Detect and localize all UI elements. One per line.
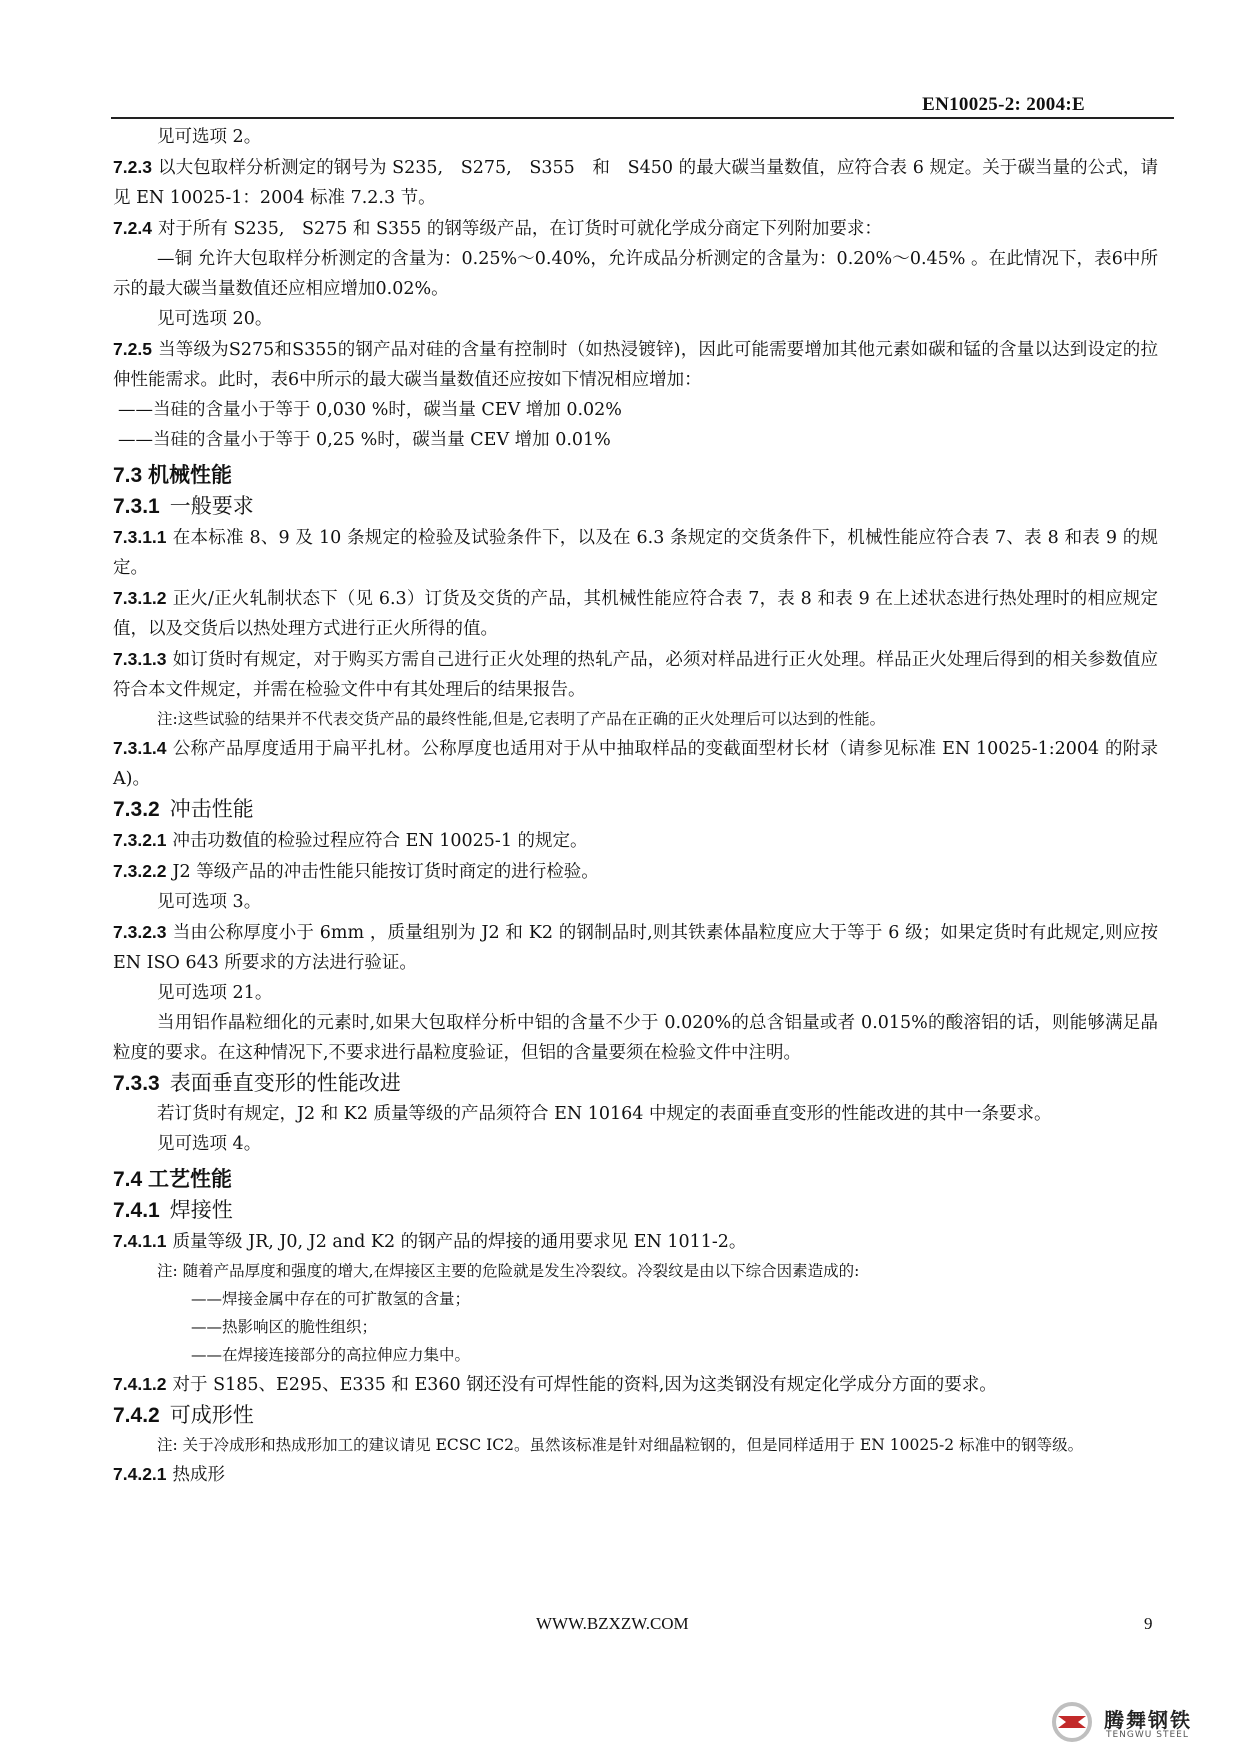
- clause-text: 质量等级 JR, J0, J2 and K2 的钢产品的焊接的通用要求见 EN 1011-2。: [172, 1232, 747, 1252]
- clause-number: 7.3.2.3: [113, 922, 167, 942]
- clause-7-3-2-1: [113, 825, 1158, 856]
- note-item: ——热影响区的脆性组织；: [191, 1318, 378, 1336]
- subsection-heading-7-4-1: 7.4.1 焊接性: [113, 1198, 233, 1222]
- clause-number: 7.3.1.4: [113, 738, 167, 758]
- clause-number: 7.4.2.1: [113, 1464, 167, 1484]
- option-ref: 见可选项 20。: [157, 309, 273, 329]
- brand-name-en: TENGWU STEEL: [1106, 1730, 1189, 1740]
- section-heading-7-4: 7.4 工艺性能: [113, 1168, 233, 1191]
- clause-7-2-4: [113, 213, 1158, 244]
- copper-requirement: —铜 允许大包取样分析测定的含量为：0.25%～0.40%，允许成品分析测定的含量为：0.20%～0.45% 。在此情况下，表6中所示的最大碳当量数值还应相应增加0.02%。: [113, 249, 1158, 299]
- clause-number: 7.3.2.1: [113, 830, 167, 850]
- clause-7-2-3: [113, 152, 1158, 213]
- page-number: 9: [1144, 1614, 1153, 1633]
- clause-7-2-5: [113, 334, 1158, 395]
- paragraph: 当用铝作晶粒细化的元素时,如果大包取样分析中铝的含量不少于 0.020%的总含铝量或者 0.015%的酸溶铝的话，则能够满足晶粒度的要求。在这种情况下,不要求进行晶粒度验证，但铝的含量要须在检验文件中注明。: [113, 1013, 1158, 1063]
- note: 注:这些试验的结果并不代表交货产品的最终性能,但是,它表明了产品在正确的正火处理后可以达到的性能。: [157, 710, 886, 728]
- clause-7-4-2-1: [113, 1459, 1158, 1490]
- clause-text: 以大包取样分析测定的钢号为 S235, S275, S355 和 S450 的最大碳当量数值，应符合表 6 规定。关于碳当量的公式，请见 EN 10025-1：2004 标准 7.2.3 节。: [113, 158, 1158, 208]
- clause-number: 7.2.3: [113, 157, 152, 177]
- clause-number: 7.4.1.1: [113, 1231, 167, 1251]
- clause-7-3-2-3: [113, 917, 1158, 978]
- clause-number: 7.3.2.2: [113, 861, 167, 881]
- page-content: [113, 122, 1158, 1490]
- clause-text: 公称产品厚度适用于扁平扎材。公称厚度也适用对于从中抽取样品的变截面型材长材（请参见标准 EN 10025-1:2004 的附录 A)。: [113, 739, 1158, 789]
- clause-text: 如订货时有规定，对于购买方需自己进行正火处理的热轧产品，必须对样品进行正火处理。样品正火处理后得到的相关参数值应符合本文件规定，并需在检验文件中有其处理后的结果报告。: [113, 650, 1158, 700]
- note: 注: 随着产品厚度和强度的增大,在焊接区主要的危险就是发生冷裂纹。冷裂纹是由以下综合因素造成的:: [157, 1262, 860, 1280]
- clause-7-3-1-2: [113, 583, 1158, 644]
- clause-number: 7.2.5: [113, 339, 152, 359]
- subsection-heading-7-3-3: 7.3.3 表面垂直变形的性能改进: [113, 1071, 401, 1095]
- clause-number: 7.2.4: [113, 218, 152, 238]
- header-rule: [111, 117, 1174, 119]
- option-ref: 见可选项 21。: [157, 983, 273, 1003]
- clause-text: 对于所有 S235, S275 和 S355 的钢等级产品，在订货时可就化学成分商定下列附加要求：: [157, 219, 882, 239]
- document-code: EN10025-2: 2004:E: [922, 94, 1085, 115]
- clause-text: 冲击功数值的检验过程应符合 EN 10025-1 的规定。: [172, 831, 588, 851]
- footer-url: WWW.BZXZW.COM: [536, 1614, 689, 1633]
- clause-number: 7.3.1.3: [113, 649, 167, 669]
- clause-text: 当等级为S275和S355的钢产品对硅的含量有控制时（如热浸镀锌)，因此可能需要增加其他元素如碳和锰的含量以达到设定的拉伸性能需求。此时，表6中所示的最大碳当量数值还应按如下情况相应增加：: [113, 340, 1158, 390]
- brand-mark-icon: [1048, 1700, 1098, 1744]
- paragraph: 若订货时有规定，J2 和 K2 质量等级的产品须符合 EN 10164 中规定的表面垂直变形的性能改进的其中一条要求。: [157, 1104, 1052, 1124]
- clause-7-4-1-1: [113, 1226, 1158, 1257]
- clause-number: 7.3.1.2: [113, 588, 167, 608]
- subsection-heading-7-4-2: 7.4.2 可成形性: [113, 1403, 254, 1427]
- note: 注: 关于冷成形和热成形加工的建议请见 ECSC IC2。虽然该标准是针对细晶粒钢的，但是同样适用于 EN 10025-2 标准中的钢等级。: [157, 1436, 1084, 1454]
- section-heading-7-3: 7.3 机械性能: [113, 464, 233, 487]
- clause-7-3-1-3: [113, 644, 1158, 705]
- clause-text: J2 等级产品的冲击性能只能按订货时商定的进行检验。: [172, 862, 599, 882]
- clause-text: 对于 S185、E295、E335 和 E360 钢还没有可焊性能的资料,因为这类钢没有规定化学成分方面的要求。: [172, 1375, 997, 1395]
- option-ref: 见可选项 2。: [157, 127, 262, 147]
- clause-text: 热成形: [172, 1465, 226, 1485]
- clause-7-3-1-4: [113, 733, 1158, 794]
- clause-number: 7.3.1.1: [113, 527, 167, 547]
- clause-7-4-1-2: [113, 1369, 1158, 1400]
- clause-text: 正火/正火轧制状态下（见 6.3）订货及交货的产品，其机械性能应符合表 7，表 8 和表 9 在上述状态进行热处理时的相应规定值，以及交货后以热处理方式进行正火所得的值。: [113, 589, 1158, 639]
- note-item: ——焊接金属中存在的可扩散氢的含量；: [191, 1290, 471, 1308]
- brand-logo: [1048, 1700, 1238, 1750]
- subsection-heading-7-3-2: 7.3.2 冲击性能: [113, 797, 254, 821]
- dash-item: ——当硅的含量小于等于 0,25 %时，碳当量 CEV 增加 0.01%: [118, 430, 611, 450]
- clause-text: 在本标准 8、9 及 10 条规定的检验及试验条件下，以及在 6.3 条规定的交货条件下，机械性能应符合表 7、表 8 和表 9 的规定。: [113, 528, 1158, 578]
- subsection-heading-7-3-1: 7.3.1 一般要求: [113, 494, 254, 518]
- clause-7-3-1-1: [113, 522, 1158, 583]
- clause-7-3-2-2: [113, 856, 1158, 887]
- option-ref: 见可选项 4。: [157, 1134, 262, 1154]
- brand-name-cn: 腾舞钢铁: [1104, 1708, 1192, 1732]
- clause-number: 7.4.1.2: [113, 1374, 167, 1394]
- dash-item: ——当硅的含量小于等于 0,030 %时，碳当量 CEV 增加 0.02%: [118, 400, 622, 420]
- clause-text: 当由公称厚度小于 6mm ，质量组别为 J2 和 K2 的钢制品时,则其铁素体晶粒度应大于等于 6 级；如果定货时有此规定,则应按 EN ISO 643 所要求的方法进行验证。: [113, 923, 1158, 973]
- option-ref: 见可选项 3。: [157, 892, 262, 912]
- note-item: ——在焊接连接部分的高拉伸应力集中。: [191, 1346, 471, 1364]
